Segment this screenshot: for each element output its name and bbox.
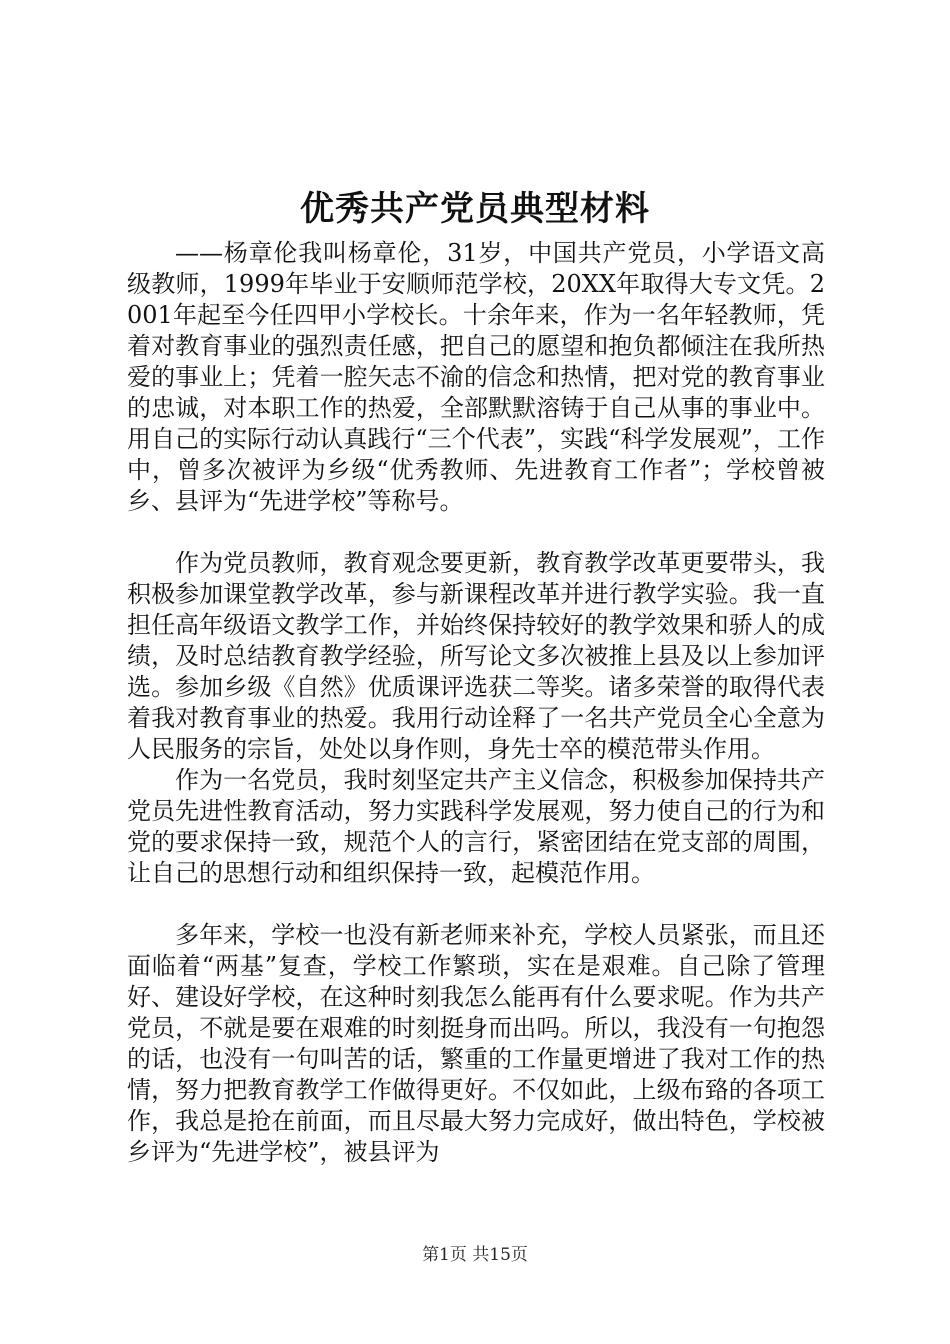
- document-body: [127, 238, 825, 1168]
- paragraph-spacer: [127, 517, 825, 548]
- document-title: 优秀共产党员典型材料: [300, 189, 650, 229]
- paragraph-spacer: [127, 889, 825, 920]
- paragraph-hardship: 多年来，学校一也没有新老师来补充，学校人员紧张，而且还面临着“两基”复查，学校工作繁琐，实在是艰难。自己除了管理好、建设好学校，在这种时刻我怎么能再有什么要求呢。作为共产党员，不就是要在艰难的时刻挺身而出吗。所以，我没有一句抱怨的话，也没有一句叫苦的话，繁重的工作量更增进了我对工作的热情，努力把教育教学工作做得更好。不仅如此，上级布臵的各项工作，我总是抢在前面，而且尽最大努力完成好，做出特色，学校被乡评为“先进学校”，被县评为: [127, 921, 825, 1166]
- paragraph-party-member: 作为一名党员，我时刻坚定共产主义信念，积极参加保持共产党员先进性教育活动，努力实践科学发展观，努力使自己的行为和党的要求保持一致，规范个人的言行，紧密团结在党支部的周围，让自己的思想行动和组织保持一致，起模范作用。: [127, 766, 825, 887]
- page-number-footer: 第1页 共15页: [422, 1245, 528, 1265]
- paragraph-intro: ——杨章伦我叫杨章伦，31岁，中国共产党员，小学语文高级教师，1999年毕业于安顺师范学校，20XX年取得大专文凭。2001年起至今任四甲小学校长。十余年来，作为一名年轻教师，凭着对教育事业的强烈责任感，把自己的愿望和抱负都倾注在我所热爱的事业上；凭着一腔矢志不渝的信念和热情，把对党的教育事业的忠诚，对本职工作的热爱，全部默默溶铸于自己从事的事业中。用自己的实际行动认真践行“三个代表”，实践“科学发展观”，工作中，曾多次被评为乡级“优秀教师、先进教育工作者”；学校曾被乡、县评为“先进学校”等称号。: [127, 239, 825, 515]
- paragraph-teaching-reform: 作为党员教师，教育观念要更新，教育教学改革更要带头，我积极参加课堂教学改革，参与新课程改革并进行教学实验。我一直担任高年级语文教学工作，并始终保持较好的教学效果和骄人的成绩，及时总结教育教学经验，所写论文多次被推上县及以上参加评选。参加乡级《自然》优质课评选获二等奖。诸多荣誉的取得代表着我对教育事业的热爱。我用行动诠释了一名共产党员全心全意为人民服务的宗旨，处处以身作则，身先士卒的模范带头作用。: [127, 549, 825, 763]
